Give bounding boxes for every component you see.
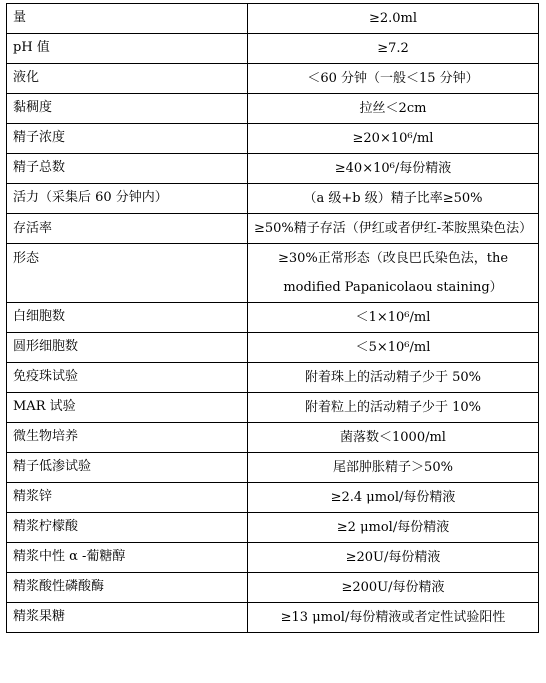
param-cell: 免疫珠试验 xyxy=(7,363,248,393)
value-cell: ≥2.0ml xyxy=(248,4,539,34)
param-cell: 量 xyxy=(7,4,248,34)
param-cell: 精子浓度 xyxy=(7,124,248,154)
table-row xyxy=(7,423,539,453)
value-cell: ≥40×10⁶/每份精液 xyxy=(248,154,539,184)
table-row xyxy=(7,603,539,633)
value-cell: ≥30%正常形态（改良巴氏染色法，the modified Papanicolaou staining） xyxy=(248,244,539,303)
param-cell: pH 值 xyxy=(7,34,248,64)
table-row xyxy=(7,94,539,124)
value-cell: ≥2.4 μmol/每份精液 xyxy=(248,483,539,513)
table-row xyxy=(7,543,539,573)
param-cell: 精浆锌 xyxy=(7,483,248,513)
param-cell: 微生物培养 xyxy=(7,423,248,453)
param-cell: 黏稠度 xyxy=(7,94,248,124)
table-row xyxy=(7,363,539,393)
table-row xyxy=(7,34,539,64)
value-cell: ≥2 μmol/每份精液 xyxy=(248,513,539,543)
param-cell: 精浆中性 α -葡糖醇 xyxy=(7,543,248,573)
value-cell: （a 级+b 级）精子比率≥50% xyxy=(248,184,539,214)
table-row xyxy=(7,333,539,363)
value-cell: ≥7.2 xyxy=(248,34,539,64)
table-row xyxy=(7,303,539,333)
table-row xyxy=(7,214,539,244)
table-row xyxy=(7,393,539,423)
param-cell: MAR 试验 xyxy=(7,393,248,423)
value-cell: ≥20U/每份精液 xyxy=(248,543,539,573)
semen-reference-table xyxy=(6,3,539,633)
param-cell: 圆形细胞数 xyxy=(7,333,248,363)
value-cell: ＜60 分钟（一般＜15 分钟） xyxy=(248,64,539,94)
value-cell: 菌落数＜1000/ml xyxy=(248,423,539,453)
value-cell: ＜1×10⁶/ml xyxy=(248,303,539,333)
param-cell: 形态 xyxy=(7,244,248,303)
table-row xyxy=(7,154,539,184)
table-row xyxy=(7,244,539,303)
table-row xyxy=(7,4,539,34)
param-cell: 白细胞数 xyxy=(7,303,248,333)
param-cell: 精子低渗试验 xyxy=(7,453,248,483)
table-row xyxy=(7,483,539,513)
value-cell: 附着珠上的活动精子少于 50% xyxy=(248,363,539,393)
param-cell: 活力（采集后 60 分钟内） xyxy=(7,184,248,214)
table-row xyxy=(7,453,539,483)
value-cell: 附着粒上的活动精子少于 10% xyxy=(248,393,539,423)
param-cell: 液化 xyxy=(7,64,248,94)
value-cell: ≥200U/每份精液 xyxy=(248,573,539,603)
table-row xyxy=(7,513,539,543)
table-row xyxy=(7,184,539,214)
value-cell: 拉丝＜2cm xyxy=(248,94,539,124)
table-row xyxy=(7,573,539,603)
param-cell: 精浆柠檬酸 xyxy=(7,513,248,543)
value-cell: ≥50%精子存活（伊红或者伊红-苯胺黑染色法） xyxy=(248,214,539,244)
param-cell: 精子总数 xyxy=(7,154,248,184)
table-row xyxy=(7,64,539,94)
table-row xyxy=(7,124,539,154)
param-cell: 精浆酸性磷酸酶 xyxy=(7,573,248,603)
value-cell: ≥13 μmol/每份精液或者定性试验阳性 xyxy=(248,603,539,633)
value-cell: ＜5×10⁶/ml xyxy=(248,333,539,363)
param-cell: 存活率 xyxy=(7,214,248,244)
param-cell: 精浆果糖 xyxy=(7,603,248,633)
value-cell: 尾部肿胀精子＞50% xyxy=(248,453,539,483)
value-cell: ≥20×10⁶/ml xyxy=(248,124,539,154)
